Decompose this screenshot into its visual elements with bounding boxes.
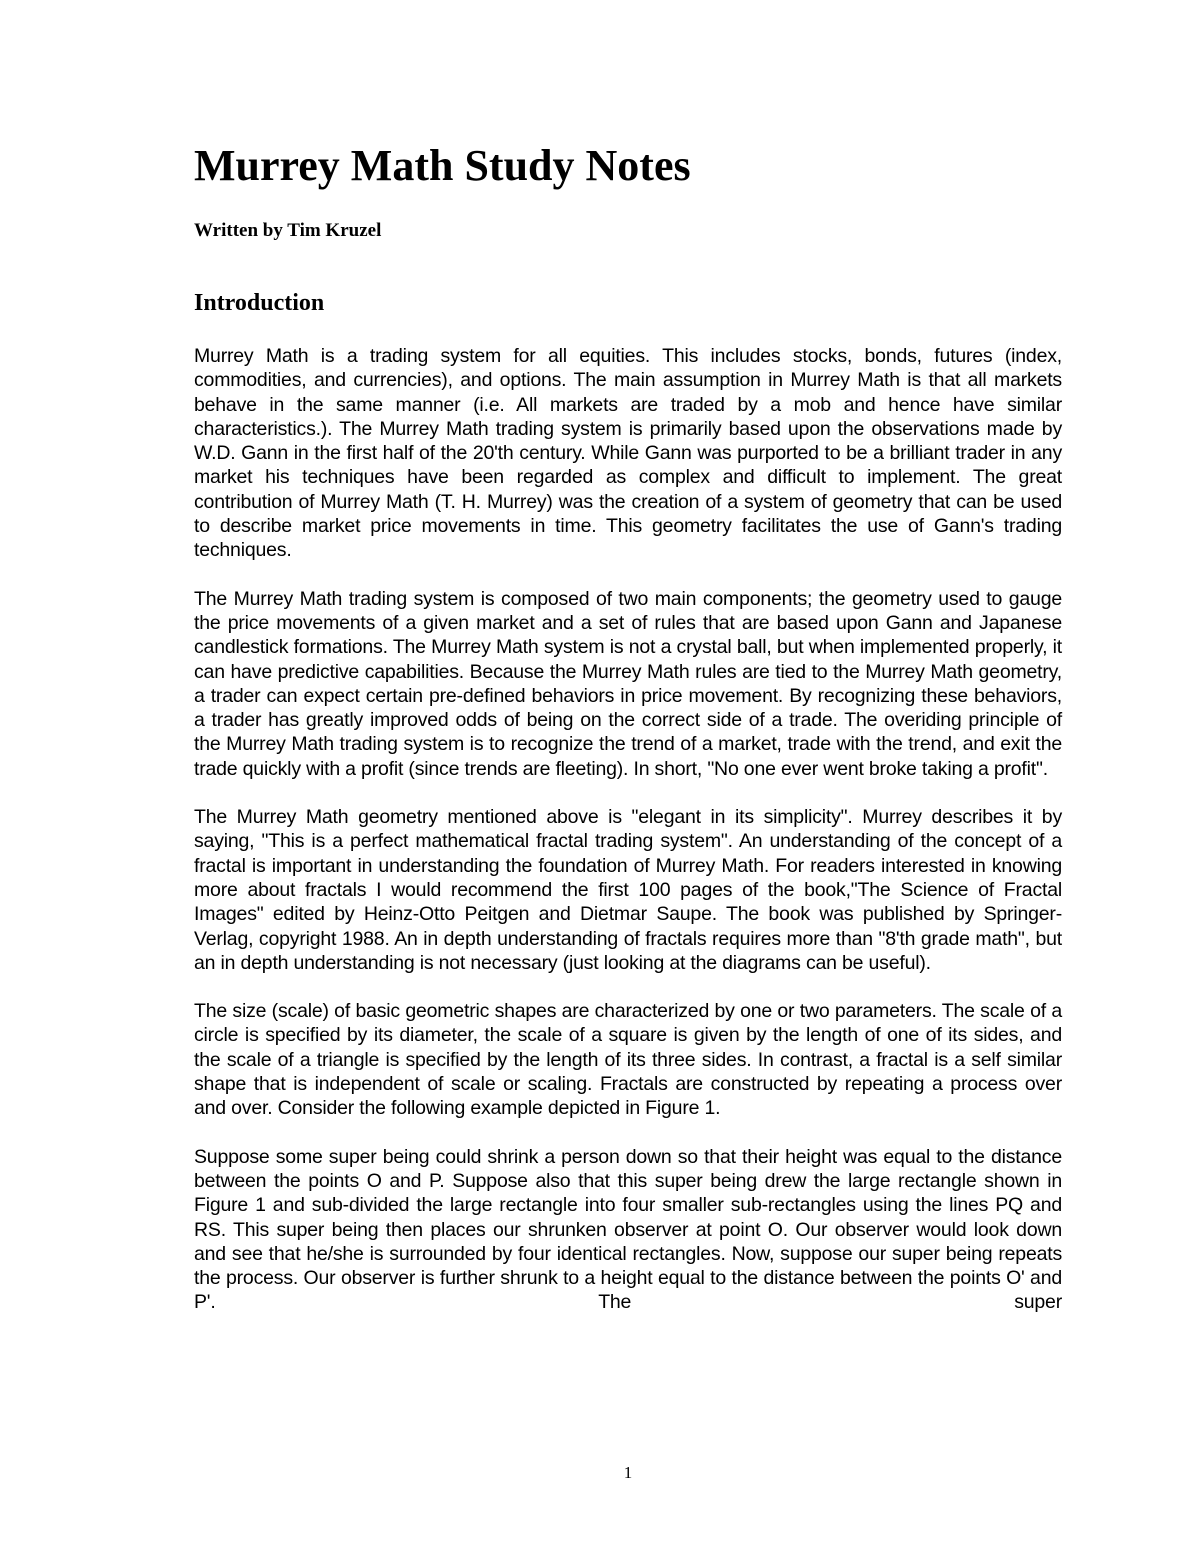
paragraph-4: The size (scale) of basic geometric shapes are characterized by one or two parameters. The scale of a circle is specified by its diameter, the scale of a square is given by the length of one of its sides, and the scale of a triangle is specified by the length of its three sides. In contrast, a fractal is a self similar shape that is independent of scale or scaling. Fractals are constructed by repeating a process over and over. Consider the following example depicted in Figure 1. (194, 1000, 1062, 1120)
paragraph-3: The Murrey Math geometry mentioned above is "elegant in its simplicity". Murrey describes it by saying, "This is a perfect mathematical fractal trading system". An understanding of the concept of a fractal is important in understanding the foundation of Murrey Math. For readers interested in knowing more about fractals I would recommend the first 100 pages of the book,"The Science of Fractal Images" edited by Heinz-Otto Peitgen and Dietmar Saupe. The book was published by Springer-Verlag, copyright 1988. An in depth understanding of fractals requires more than "8'th grade math", but an in depth understanding is not necessary (just looking at the diagrams can be useful). (194, 806, 1062, 974)
document-title: Murrey Math Study Notes (194, 141, 691, 190)
paragraph-1: Murrey Math is a trading system for all equities. This includes stocks, bonds, futures (index, commodities, and currencies), and options. The main assumption in Murrey Math is that all markets behave in the same manner (i.e. All markets are traded by a mob and hence have similar characteristics.). The Murrey Math trading system is primarily based upon the observations made by W.D. Gann in the first half of the 20'th century. While Gann was purported to be a brilliant trader in any market his techniques have been regarded as complex and difficult to implement. The great contribution of Murrey Math (T. H. Murrey) was the creation of a system of geometry that can be used to describe market price movements in time. This geometry facilitates the use of Gann's trading techniques. (194, 345, 1062, 562)
paragraph-2: The Murrey Math trading system is composed of two main components; the geometry used to gauge the price movements of a given market and a set of rules that are based upon Gann and Japanese candlestick formations. The Murrey Math system is not a crystal ball, but when implemented properly, it can have predictive capabilities. Because the Murrey Math rules are tied to the Murrey Math geometry, a trader can expect certain pre-defined behaviors in price movement. By recognizing these behaviors, a trader has greatly improved odds of being on the correct side of a trade. The overiding principle of the Murrey Math trading system is to recognize the trend of a market, trade with the trend, and exit the trade quickly with a profit (since trends are fleeting). In short, "No one ever went broke taking a profit". (194, 587, 1062, 780)
body-text (194, 344, 1062, 1339)
page-number: 1 (623, 1463, 633, 1482)
section-heading-introduction: Introduction (194, 290, 325, 316)
author-line: Written by Tim Kruzel (194, 220, 382, 241)
paragraph-5: Suppose some super being could shrink a person down so that their height was equal to the distance between the points O and P. Suppose also that this super being drew the large rectangle shown in Figure 1 and sub-divided the large rectangle into four smaller sub-rectangles using the lines PQ and RS. This super being then places our shrunken observer at point O. Our observer would look down and see that he/she is surrounded by four identical rectangles. Now, suppose our super being repeats the process. Our observer is further shrunk to a height equal to the distance between the points O' and P'. The super (194, 1145, 1062, 1314)
